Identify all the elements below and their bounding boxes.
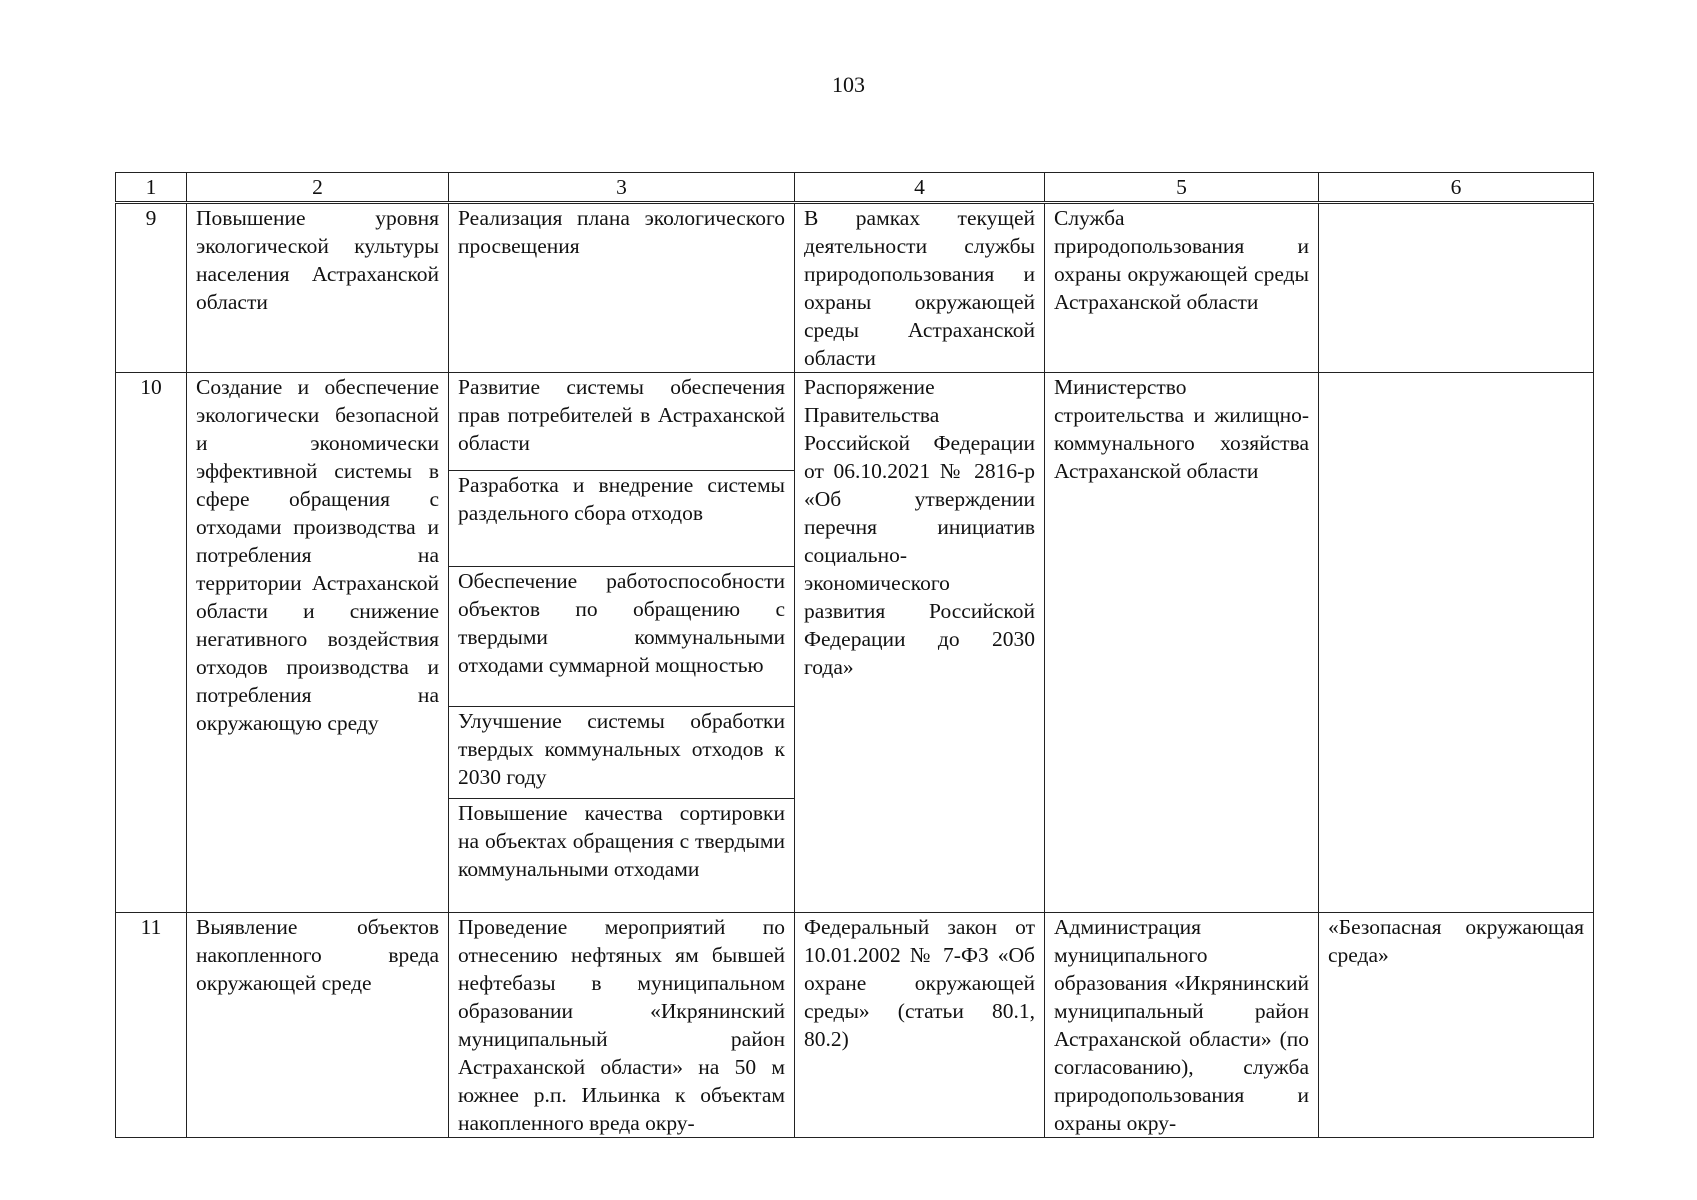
measure-cell: Улучшение системы обработки твердых коммунальных отходов к 2030 году	[449, 707, 795, 799]
header-cell: 4	[795, 173, 1045, 203]
responsible-cell: Администрация муниципального образования «Икрянинский муниципальный район Астраханской области» (по согласованию), служба природопользования и охраны окру-	[1045, 913, 1319, 1138]
table-row	[116, 913, 1594, 1138]
measure-cell: Реализация плана экологического просвещения	[449, 203, 795, 373]
project-cell: «Безопасная окружающая среда»	[1319, 913, 1594, 1138]
measure-cell: Обеспечение работоспособности объектов по обращению с твердыми коммунальными отходами суммарной мощностью	[449, 567, 795, 707]
project-cell	[1319, 373, 1594, 913]
header-cell: 2	[187, 173, 449, 203]
header-cell: 5	[1045, 173, 1319, 203]
header-cell: 6	[1319, 173, 1594, 203]
goal-cell: Создание и обеспечение экологически безопасной и экономически эффективной системы в сфере обращения с отходами производства и потребления на территории Астраханской области и снижение негативного воздействия отходов производства и потребления на окружающую среду	[187, 373, 449, 913]
table-header-row	[116, 173, 1594, 203]
row-number: 11	[116, 913, 187, 1138]
header-cell: 1	[116, 173, 187, 203]
basis-cell: Федеральный закон от 10.01.2002 № 7-ФЗ «Об охране окружающей среды» (статьи 80.1, 80.2)	[795, 913, 1045, 1138]
table-row	[116, 373, 1594, 471]
basis-cell: В рамках текущей деятельности службы природопользования и охраны окружающей среды Астраханской области	[795, 203, 1045, 373]
goal-cell: Повышение уровня экологической культуры населения Астраханской области	[187, 203, 449, 373]
table-row	[116, 203, 1594, 373]
row-number: 10	[116, 373, 187, 913]
measure-cell: Проведение мероприятий по отнесению нефтяных ям бывшей нефтебазы в муниципальном образовании «Икрянинский муниципальный район Астраханской области» на 50 м южнее р.п. Ильинка к объектам накопленного вреда окру-	[449, 913, 795, 1138]
basis-cell: Распоряжение Правительства Российской Федерации от 06.10.2021 № 2816-р «Об утверждении перечня инициатив социально-экономического развития Российской Федерации до 2030 года»	[795, 373, 1045, 913]
measure-cell: Разработка и внедрение системы раздельного сбора отходов	[449, 471, 795, 567]
header-cell: 3	[449, 173, 795, 203]
page-number: 103	[832, 72, 865, 97]
responsible-cell: Служба природопользования и охраны окружающей среды Астраханской области	[1045, 203, 1319, 373]
responsible-cell: Министерство строительства и жилищно-коммунального хозяйства Астраханской области	[1045, 373, 1319, 913]
row-number: 9	[116, 203, 187, 373]
measure-cell: Развитие системы обеспечения прав потребителей в Астраханской области	[449, 373, 795, 471]
project-cell	[1319, 203, 1594, 373]
measure-cell: Повышение качества сортировки на объектах обращения с твердыми коммунальными отходами	[449, 799, 795, 913]
goal-cell: Выявление объектов накопленного вреда окружающей среде	[187, 913, 449, 1138]
measures-table	[115, 172, 1594, 1138]
